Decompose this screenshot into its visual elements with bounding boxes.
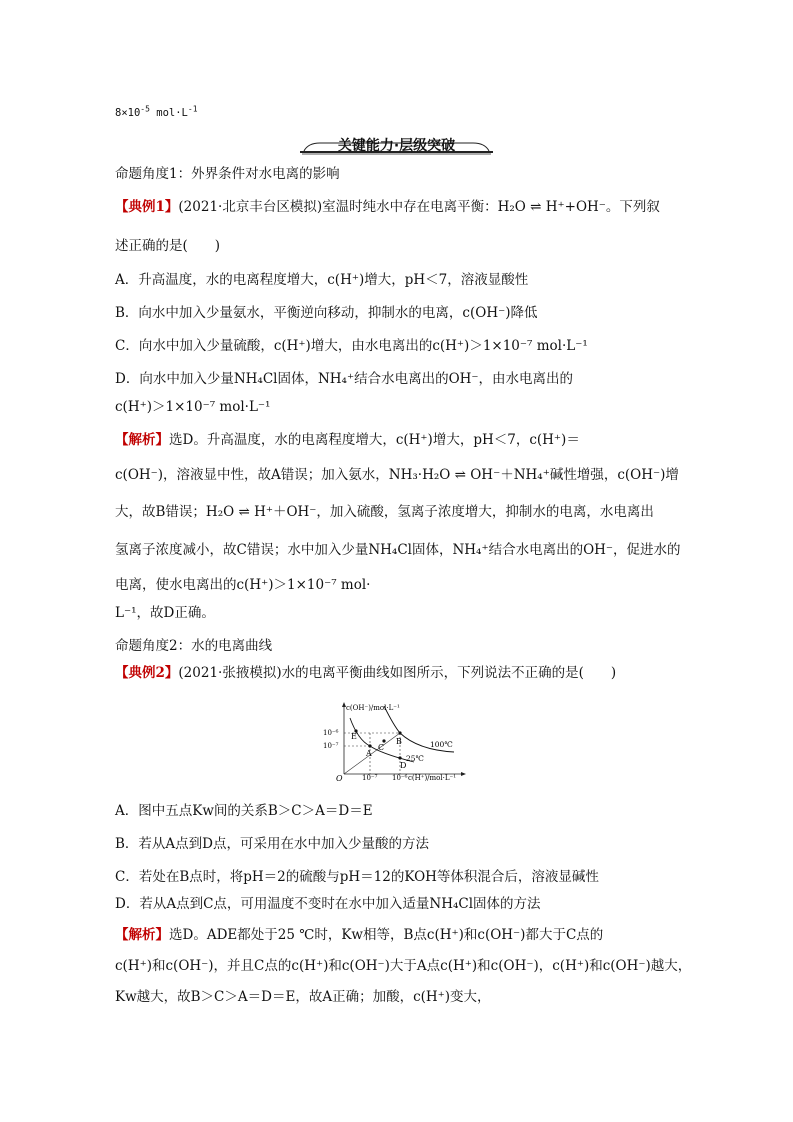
section-heading-text: 关键能力·层级突破 <box>337 138 456 154</box>
ex1-analysis-3: 大，故B错误；H₂O ⇌ H⁺＋OH⁻，加入硫酸，氢离子浓度增大，抑制水的电离，水电离出 <box>115 504 654 520</box>
ex1-analysis-6: L⁻¹，故D正确。 <box>115 605 215 621</box>
ex1-option-d-1: D．向水中加入少量NH₄Cl固体，NH₄⁺结合水电离出的OH⁻，由水电离出的 <box>115 371 574 387</box>
ex1-option-b: B．向水中加入少量氨水，平衡逆向移动，抑制水的电离，c(OH⁻)降低 <box>115 305 538 321</box>
label-d: D <box>400 761 407 770</box>
ex1-option-d-2: c(H⁺)＞1×10⁻⁷ mol·L⁻¹ <box>115 399 271 415</box>
label-100c: 100℃ <box>430 740 453 749</box>
point-b <box>398 731 401 734</box>
ex2-analysis-1: 【解析】选D。ADE都处于25 ℃时，Kw相等，B点c(H⁺)和c(OH⁻)都大于C点的 <box>115 927 604 943</box>
ex2-option-d: D．若从A点到C点，可用温度不变时在水中加入适量NH₄Cl固体的方法 <box>115 896 541 912</box>
ex1-option-c: C．向水中加入少量硫酸，c(H⁺)增大，由水电离出的c(H⁺)＞1×10⁻⁷ mol·L⁻¹ <box>115 338 588 354</box>
origin-label: O <box>336 774 343 782</box>
ex2-analysis-3: Kw越大，故B＞C＞A＝D＝E，故A正确；加酸，c(H⁺)变大， <box>115 989 491 1005</box>
ex2-option-a: A．图中五点Kw间的关系B＞C＞A＝D＝E <box>115 803 373 819</box>
ex1-question-line-2: 述正确的是( ) <box>115 238 221 254</box>
section-heading <box>300 133 493 157</box>
ex1-question-line-1: 【典例1】(2021·北京丰台区模拟)室温时纯水中存在电离平衡：H₂O ⇌ H⁺+OH⁻。下列叙 <box>115 199 660 215</box>
ex2-question: 【典例2】(2021·张掖模拟)水的电离平衡曲线如图所示，下列说法不正确的是( ) <box>115 665 617 681</box>
x-tick-1e-7: 10⁻⁷ <box>362 774 378 782</box>
top-line: $8\times 10^{-5}$ $mol\cdot L^{-1}$ <box>115 104 198 119</box>
label-25c: 25℃ <box>406 754 424 763</box>
label-c: C <box>378 743 385 752</box>
y-tick-1e-7: 10⁻⁷ <box>323 742 339 750</box>
point-d <box>398 756 401 759</box>
ex1-analysis-1: 【解析】选D。升高温度，水的电离程度增大，c(H⁺)增大，pH＜7，c(H⁺)＝ <box>115 432 580 448</box>
ex1-option-a: A．升高温度，水的电离程度增大，c(H⁺)增大，pH＜7，溶液显酸性 <box>115 272 529 288</box>
ex1-analysis-5: 电离，使水电离出的c(H⁺)＞1×10⁻⁷ mol· <box>115 577 371 593</box>
x-axis-label: c(H⁺)/mol·L⁻¹ <box>408 774 457 782</box>
angle-2: 命题角度2：水的电离曲线 <box>115 638 273 654</box>
ex2-analysis-2: c(H⁺)和c(OH⁻)，并且C点的c(H⁺)和c(OH⁻)大于A点c(H⁺)和c(OH⁻)，c(H⁺)和c(OH⁻)越大， <box>115 958 692 974</box>
point-a <box>368 744 371 747</box>
label-b: B <box>396 737 402 746</box>
y-axis-label: c(OH⁻)/mol·L⁻¹ <box>346 704 400 712</box>
ionization-curve-figure <box>322 700 472 782</box>
ex2-option-c: C．若处在B点时，将pH＝2的硫酸与pH＝12的KOH等体积混合后，溶液显碱性 <box>115 869 599 885</box>
angle-1: 命题角度1：外界条件对水电离的影响 <box>115 166 340 182</box>
ex2-option-b: B．若从A点到D点，可采用在水中加入少量酸的方法 <box>115 836 429 852</box>
x-tick-1e-6: 10⁻⁶ <box>392 774 408 782</box>
y-tick-1e-6: 10⁻⁶ <box>323 729 339 737</box>
label-a: A <box>366 749 372 758</box>
curve-25c <box>350 718 414 762</box>
ex1-analysis-4: 氢离子浓度减小，故C错误；水中加入少量NH₄Cl固体，NH₄⁺结合水电离出的OH⁻，促进水的 <box>115 542 681 558</box>
x-axis-arrow <box>461 772 466 776</box>
ex1-analysis-2: c(OH⁻)，溶液显中性，故A错误；加入氨水，NH₃·H₂O ⇌ OH⁻＋NH₄⁺碱性增强，c(OH⁻)增 <box>115 467 679 483</box>
label-e: E <box>351 732 357 741</box>
